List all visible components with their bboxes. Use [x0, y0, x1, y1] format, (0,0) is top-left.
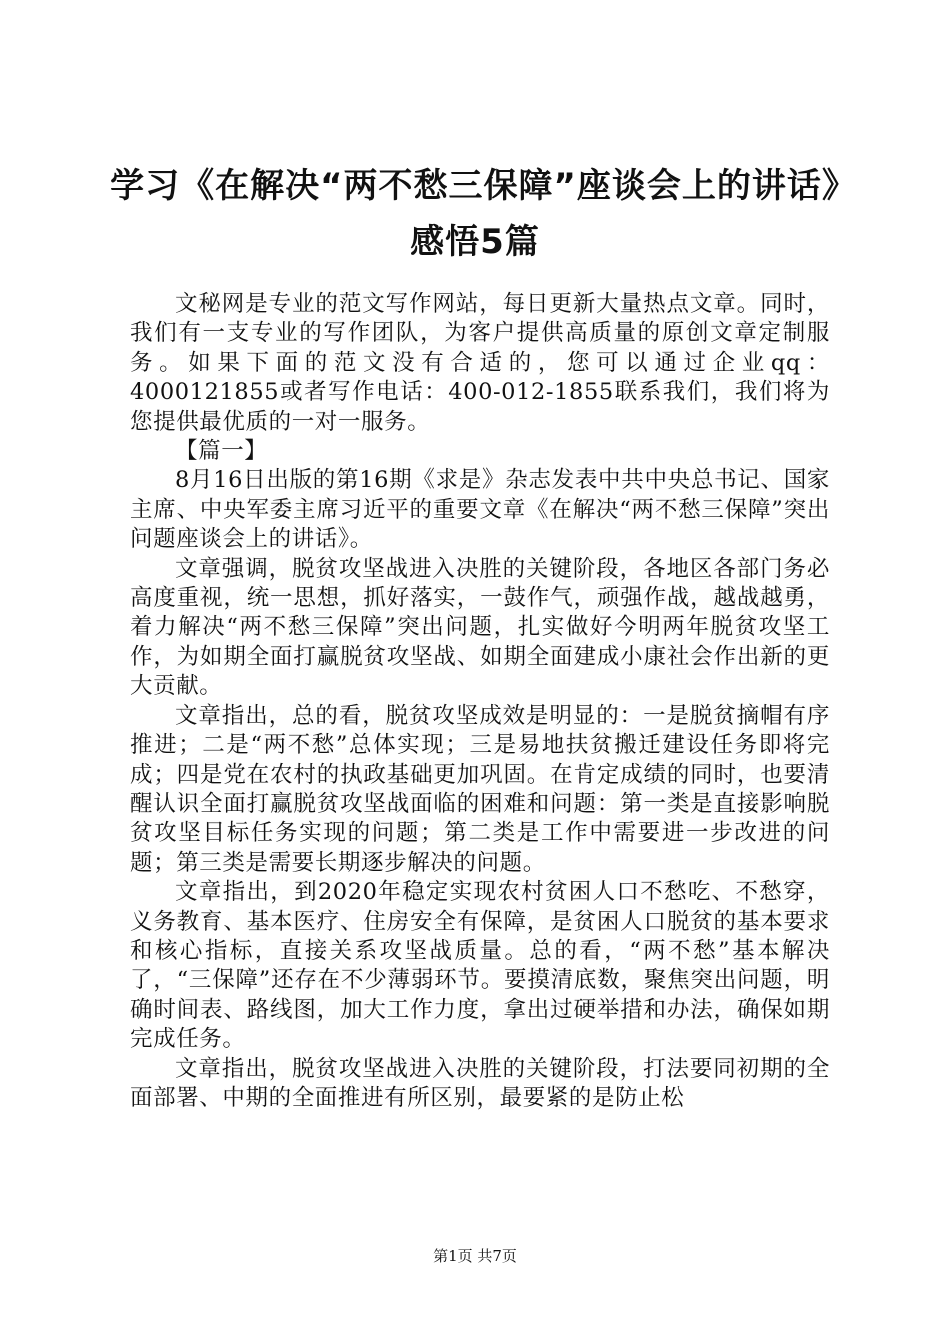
intro-paragraph: 文秘网是专业的范文写作网站，每日更新大量热点文章。同时，我们有一支专业的写作团队，为客户提供高质量的原创文章定制服务。如果下面的范文没有合适的，您可以通过企业qq：4000121855或者写作电话：400-012-1855联系我们，我们将为您提供最优质的一对一服务。 [130, 291, 830, 435]
body-paragraph: 文章指出，总的看，脱贫攻坚成效是明显的：一是脱贫摘帽有序推进；二是“两不愁”总体实现；三是易地扶贫搬迁建设任务即将完成；四是党在农村的执政基础更加巩固。在肯定成绩的同时，也要清醒认识全面打赢脱贫攻坚战面临的困难和问题：第一类是直接影响脱贫攻坚目标任务实现的问题；第二类是工作中需要进一步改进的问题；第三类是需要长期逐步解决的问题。 [130, 702, 830, 876]
section-heading: 【篇一】 [175, 438, 268, 465]
body-paragraph: 8月16日出版的第16期《求是》杂志发表中共中央总书记、国家主席、中央军委主席习近平的重要文章《在解决“两不愁三保障”突出问题座谈会上的讲话》。 [130, 467, 830, 553]
body-paragraph: 文章强调，脱贫攻坚战进入决胜的关键阶段，各地区各部门务必高度重视，统一思想，抓好落实，一鼓作气，顽强作战，越战越勇，着力解决“两不愁三保障”突出问题，扎实做好今明两年脱贫攻坚工作，为如期全面打赢脱贫攻坚战、如期全面建成小康社会作出新的更大贡献。 [130, 555, 830, 700]
document-title: 学习《在解决“两不愁三保障”座谈会上的讲话》感悟5篇 [110, 166, 840, 262]
body-paragraph: 文章指出，脱贫攻坚战进入决胜的关键阶段，打法要同初期的全面部署、中期的全面推进有所区别，最要紧的是防止松 [130, 1055, 830, 1111]
document-body [130, 290, 830, 1113]
body-paragraph: 文章指出，到2020年稳定实现农村贫困人口不愁吃、不愁穿，义务教育、基本医疗、住房安全有保障，是贫困人口脱贫的基本要求和核心指标，直接关系攻坚战质量。总的看，“两不愁”基本解决了，“三保障”还存在不少薄弱环节。要摸清底数，聚焦突出问题，明确时间表、路线图，加大工作力度，拿出过硬举措和办法，确保如期完成任务。 [130, 879, 830, 1053]
page-number-footer: 第1页 共7页 [433, 1247, 517, 1265]
